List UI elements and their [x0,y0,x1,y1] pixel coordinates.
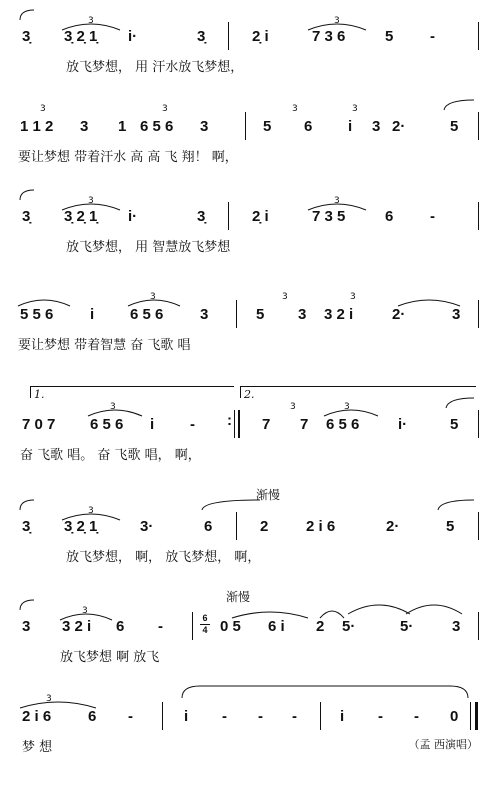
note-group: 7 3 5 [312,208,346,225]
note: i· [128,28,138,45]
note: 3 [80,118,89,135]
note: 3 [22,618,31,635]
music-system-5 [0,388,500,502]
lyrics-line [0,56,500,80]
lyrics-line [0,236,500,260]
triplet-mark: 3 [334,196,340,206]
lyric-text: 放飞梦想， 用 汗水放飞梦想， [66,60,244,75]
note: 3 [200,306,209,323]
barline [245,112,246,140]
note-group: 7 0 7 [22,416,56,433]
time-signature [200,614,210,635]
tempo-marking: 渐慢 [256,488,281,502]
note: 5 [385,28,394,45]
music-system-2 [0,104,500,204]
triplet-mark: 3 [88,16,94,26]
note-row [0,112,500,144]
note-group: 7 3 6 [312,28,346,45]
note: i· [398,416,408,433]
lyric-text: 要让梦想 带着汗水 高 高 飞 翔！ 啊， [18,150,238,165]
triplet-mark: 3 [162,104,168,114]
slur [444,396,476,410]
triplet-mark: 3 [40,104,46,114]
lyrics-line [0,334,500,358]
note-group: 3 2 i [324,306,354,323]
repeat-barline [234,410,235,438]
note-group: 3 2 i [62,618,92,635]
note: i [150,416,155,433]
note-row [0,512,500,544]
note: 6 [385,208,394,225]
dash: - [190,416,195,433]
lyrics-line [0,146,500,170]
dash: - [430,28,435,45]
barline [478,22,479,50]
barline [228,202,229,230]
time-signature-top: 6 [202,613,208,623]
note-group: 3̣ 2̣ 1̣ [64,208,98,225]
note-row [0,202,500,234]
note: 2· [386,518,400,535]
note: i· [128,208,138,225]
note: i [340,708,345,725]
note: 3̣ [22,28,31,45]
note: 5 [263,118,272,135]
dash: - [258,708,263,725]
note-group: 6 5 6 [90,416,124,433]
note-group: 1 1 2 [20,118,54,135]
note: 6 [204,518,213,535]
music-system-4 [0,292,500,392]
time-signature-bottom: 4 [202,625,208,635]
note-group: 6 5 6 [326,416,360,433]
lyric-text: 要让梦想 带着智慧 奋 飞歌 唱 [18,338,191,353]
note: 5· [342,618,356,635]
performer-credit: （孟 西演唱） [408,738,478,751]
triplet-mark: 3 [88,196,94,206]
note-group: 5 5 6 [20,306,54,323]
note-group: 2 i 6 [22,708,52,725]
note: 5 [256,306,265,323]
note: i [348,118,353,135]
note: 5 [450,416,459,433]
lyric-text: 放飞梦想， 用 智慧放飞梦想 [66,240,231,255]
note-group: 3̣ 2̣ 1̣ [64,518,98,535]
music-system-3 [0,196,500,294]
triplet-mark: 3 [292,104,298,114]
note-group: 6 i [268,618,285,635]
note: 2 [260,518,269,535]
music-system-7 [0,590,500,704]
note: 3· [140,518,154,535]
note: 2· [392,306,406,323]
phrase-slur [18,8,36,22]
barline [192,612,193,640]
note: 7 [262,416,271,433]
note-group: 3̣ 2̣ 1̣ [64,28,98,45]
ending-bracket-post [240,386,241,398]
music-system-8 [0,694,500,794]
barline [478,300,479,328]
note-group: 2 i 6 [306,518,336,535]
lyrics-line [0,546,500,570]
note: 0 [450,708,459,725]
barline [478,410,479,438]
barline [478,612,479,640]
note: 6 [116,618,125,635]
note: i [90,306,95,323]
triplet-mark: 3 [352,104,358,114]
triplet-mark: 3 [334,16,340,26]
note: 3̣ [197,208,206,225]
dash: - [430,208,435,225]
note-row [0,612,500,644]
dash: - [292,708,297,725]
repeat-barline [238,410,240,438]
note: 7 [300,416,309,433]
lyric-text: 奋 飞歌 唱。 奋 飞歌 唱， 啊， [20,448,201,463]
barline [228,22,229,50]
note-row [0,702,500,734]
note-group: 6 5 6 [140,118,174,135]
note: 6 [88,708,97,725]
music-system-1 [0,16,500,114]
note: 5 [450,118,459,135]
triplet-mark: 3 [150,292,156,302]
ending-bracket-post [30,386,31,398]
final-barline-thin [470,702,471,730]
dash: - [378,708,383,725]
note: i [184,708,189,725]
lyric-text: 放飞梦想 啊 放飞 [60,650,160,665]
ending-label-1: 1. [34,388,45,401]
note: 3 [298,306,307,323]
lyric-text: 梦 想 [22,740,53,755]
triplet-mark: 3 [290,402,296,412]
dash: - [158,618,163,635]
note: 3 [452,618,461,635]
lyrics-line [0,646,500,670]
ending-bracket-2 [240,386,476,387]
note: 3 [372,118,381,135]
note-group: 6 5 6 [130,306,164,323]
triplet-mark: 3 [344,402,350,412]
dash: - [414,708,419,725]
triplet-mark: 3 [46,694,52,704]
lyrics-line [0,736,500,760]
barline [320,702,321,730]
note: 1 [118,118,127,135]
triplet-mark: 3 [350,292,356,302]
triplet-mark: 3 [110,402,116,412]
dash: - [128,708,133,725]
note-group: 0 5 [220,618,241,635]
note: 3̣ [22,208,31,225]
note: 3 [200,118,209,135]
triplet-mark: 3 [82,606,88,616]
barline [478,202,479,230]
ending-label-2: 2. [244,388,255,401]
barline [162,702,163,730]
note-row [0,300,500,332]
ending-bracket-1 [30,386,234,387]
dash: - [222,708,227,725]
note: 2 [316,618,325,635]
barline [478,112,479,140]
barline [236,512,237,540]
barline [236,300,237,328]
note: 2· [392,118,406,135]
tempo-marking: 渐慢 [226,590,251,604]
lyrics-line [0,444,500,468]
triplet-mark: 3 [88,506,94,516]
note-group: 2̣ i [252,208,269,225]
note: 3 [452,306,461,323]
triplet-mark: 3 [282,292,288,302]
note-group: 2̣ i [252,28,269,45]
note-row [0,410,500,442]
final-barline-thick [475,702,478,730]
note: 6 [304,118,313,135]
note: 5 [446,518,455,535]
note: 3̣ [197,28,206,45]
note: 3̣ [22,518,31,535]
lyric-text: 放飞梦想， 啊， 放飞梦想， 啊， [66,550,261,565]
barline [478,512,479,540]
note: 5· [400,618,414,635]
note-row [0,22,500,54]
repeat-dots: : [227,412,232,429]
